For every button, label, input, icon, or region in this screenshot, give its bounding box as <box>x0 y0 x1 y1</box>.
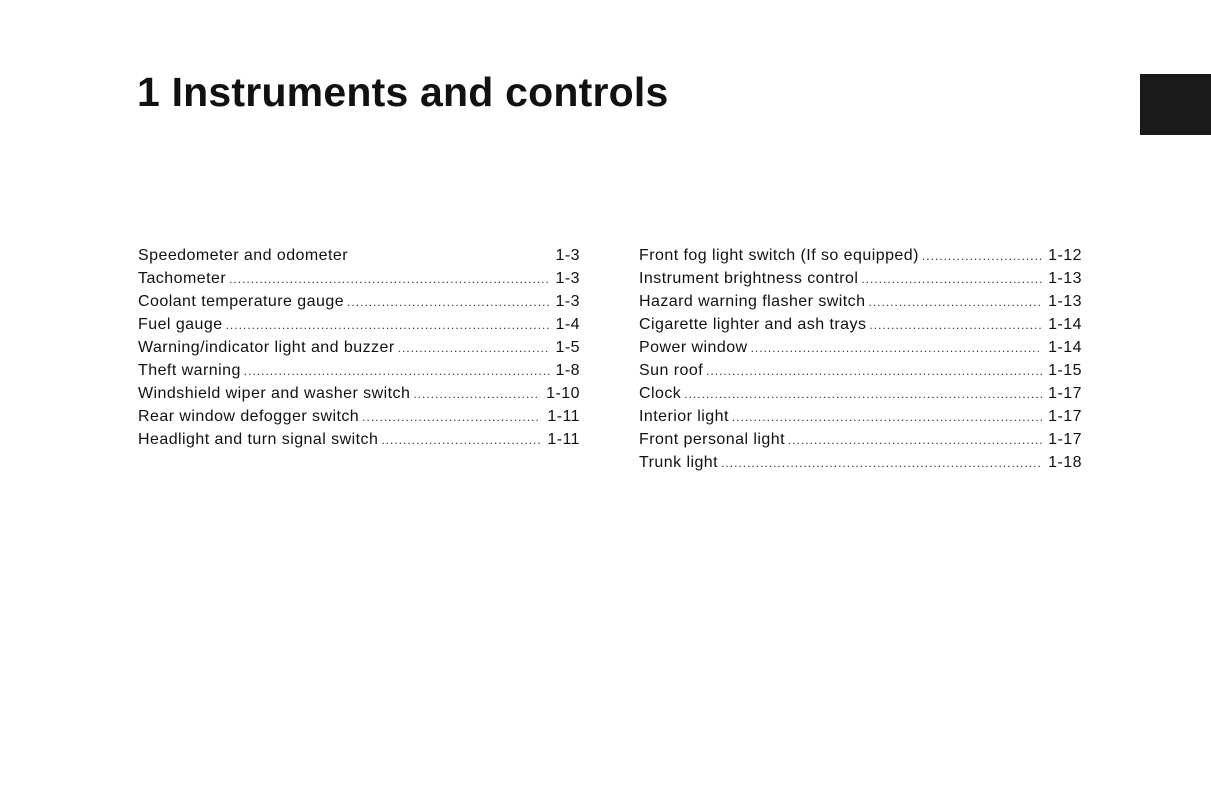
toc-entry-page: 1-11 <box>547 408 580 425</box>
toc-entry-page: 1-3 <box>555 293 580 310</box>
toc-entry-label: Front fog light switch (If so equipped) <box>639 247 919 264</box>
toc-entry[interactable] <box>639 408 1082 431</box>
toc-entry-page: 1-17 <box>1048 431 1082 448</box>
toc-entry-page: 1-3 <box>555 247 580 264</box>
toc-entry-label: Tachometer <box>138 270 227 287</box>
toc-dot-leader <box>922 249 1042 263</box>
toc-dot-leader <box>788 433 1042 447</box>
toc-entry-label: Hazard warning flasher switch <box>639 293 866 310</box>
toc-dot-leader <box>244 364 550 378</box>
toc-entry[interactable] <box>639 270 1082 293</box>
toc-entry-label: Coolant temperature gauge <box>138 293 345 310</box>
toc-entry[interactable] <box>138 270 580 293</box>
toc-entry-label: Front personal light <box>639 431 785 448</box>
toc-right-column <box>639 247 1082 477</box>
toc-entry-page: 1-18 <box>1048 454 1082 471</box>
toc-entry-label: Warning/indicator light and buzzer <box>138 339 395 356</box>
toc-entry-label: Trunk light <box>639 454 719 471</box>
toc-entry[interactable] <box>639 431 1082 454</box>
toc-entry-page: 1-13 <box>1048 293 1082 310</box>
toc-entry-page: 1-14 <box>1048 339 1082 356</box>
toc-dot-leader <box>721 456 1042 470</box>
toc-entry-label: Theft warning <box>138 362 241 379</box>
toc-entry-label: Power window <box>639 339 748 356</box>
toc-dot-leader <box>684 387 1042 401</box>
toc-dot-leader <box>226 318 550 332</box>
toc-dot-leader <box>362 410 541 424</box>
toc-entry-label: Headlight and turn signal switch <box>138 431 379 448</box>
toc-entry[interactable] <box>639 339 1082 362</box>
toc-entry-page: 1-4 <box>555 316 580 333</box>
toc-entry[interactable] <box>639 293 1082 316</box>
toc-entry-label: Speedometer and odometer <box>138 247 349 264</box>
toc-dot-leader <box>868 295 1042 309</box>
toc-dot-leader <box>347 295 549 309</box>
toc-entry[interactable] <box>138 316 580 339</box>
toc-entry[interactable] <box>138 385 580 408</box>
toc-entry[interactable] <box>639 247 1082 270</box>
toc-entry-page: 1-15 <box>1048 362 1082 379</box>
toc-entry[interactable] <box>138 293 580 316</box>
toc-entry-page: 1-12 <box>1048 247 1082 264</box>
toc-entry-page: 1-17 <box>1048 408 1082 425</box>
chapter-title: 1 Instruments and controls <box>137 69 669 115</box>
toc-entry-label: Instrument brightness control <box>639 270 859 287</box>
toc-entry[interactable] <box>639 454 1082 477</box>
toc-entry-label: Rear window defogger switch <box>138 408 360 425</box>
toc-entry[interactable] <box>138 431 580 454</box>
toc-entry[interactable] <box>138 408 580 431</box>
toc-entry-label: Clock <box>639 385 682 402</box>
toc-dot-leader <box>229 272 549 286</box>
toc-entry-page: 1-5 <box>555 339 580 356</box>
toc-dot-leader <box>381 433 541 447</box>
toc-entry-label: Fuel gauge <box>138 316 223 333</box>
toc-dot-leader <box>413 387 540 401</box>
toc-entry[interactable] <box>639 316 1082 339</box>
toc-entry[interactable] <box>138 362 580 385</box>
chapter-tab-marker <box>1140 74 1211 135</box>
toc-dot-leader <box>706 364 1042 378</box>
toc-dot-leader <box>398 341 550 355</box>
toc-entry[interactable] <box>138 339 580 362</box>
toc-entry[interactable] <box>639 362 1082 385</box>
toc-dot-leader <box>751 341 1043 355</box>
toc-dot-leader <box>732 410 1042 424</box>
toc-dot-leader <box>861 272 1042 286</box>
toc-entry[interactable] <box>138 247 580 270</box>
toc-entry-page: 1-13 <box>1048 270 1082 287</box>
toc-entry-page: 1-8 <box>555 362 580 379</box>
toc-entry-page: 1-14 <box>1048 316 1082 333</box>
toc-entry-page: 1-10 <box>546 385 580 402</box>
toc-entry-label: Interior light <box>639 408 729 425</box>
toc-left-column <box>138 247 580 454</box>
toc-entry-label: Windshield wiper and washer switch <box>138 385 411 402</box>
toc-entry-page: 1-17 <box>1048 385 1082 402</box>
toc-entry-page: 1-11 <box>547 431 580 448</box>
toc-dot-leader <box>869 318 1042 332</box>
toc-entry[interactable] <box>639 385 1082 408</box>
toc-entry-page: 1-3 <box>555 270 580 287</box>
toc-entry-label: Cigarette lighter and ash trays <box>639 316 867 333</box>
toc-entry-label: Sun roof <box>639 362 704 379</box>
